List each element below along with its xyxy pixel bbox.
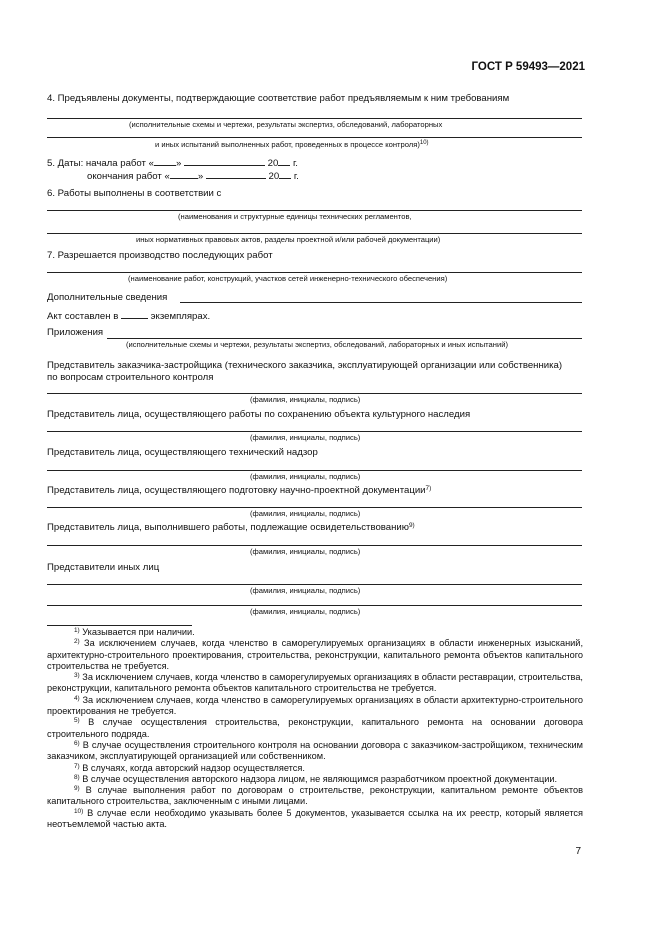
rep-technical-signature-caption: (фамилия, инициалы, подпись) [250, 472, 361, 481]
act-suffix: экземплярах. [150, 311, 211, 322]
start-month-field[interactable] [184, 156, 265, 166]
end-year-field[interactable] [279, 169, 291, 179]
section-4-line-2[interactable] [47, 137, 582, 138]
footnote-10: $^{10)}$ В случае если необходимо указывать более 5 документов, указывается ссылка на их реестр, который является неотъемлемой частью акта. [47, 807, 583, 830]
start-year-prefix: 20 [267, 158, 279, 169]
section-6-line-1[interactable] [47, 210, 582, 211]
section-7-line[interactable] [47, 272, 582, 273]
end-year-prefix: 20 [268, 171, 280, 182]
footnote-ref-7: 7) [425, 485, 432, 492]
section-4-title: 4. Предъявлены документы, подтверждающие соответствие работ предъявляемым к ним требованиям [47, 93, 510, 104]
rep-heritage-signature-caption: (фамилия, инициалы, подпись) [250, 433, 361, 442]
footnote-9: $^{9)}$ В случае выполнения работ по договорам о строительстве, реконструкции, капитальном ремонте объектов капитального строительства, заключенным с иными лицами. [47, 785, 583, 807]
rep-others-signature-line-1[interactable] [47, 584, 582, 585]
appendix-label: Приложения [47, 327, 104, 338]
end-date-row [87, 169, 299, 183]
rep-customer-label: Представитель заказчика-застройщика (технического заказчика, эксплуатирующей организации или собственника) [47, 360, 563, 371]
appendix-caption: (исполнительные схемы и чертежи, результаты экспертиз, обследований, лабораторных и иных испытаний) [126, 340, 508, 349]
rep-technical-label: Представитель лица, осуществляющего технический надзор [47, 447, 318, 458]
rep-performer-label: Представитель лица, выполнившего работы, подлежащие освидетельствованию$^{9)}$ [47, 522, 415, 533]
footnote-4: $^{4)}$ За исключением случаев, когда членство в саморегулируемых организациях в области архитектурно-строительного проектирования не требуется. [47, 694, 583, 717]
rep-others-signature-line-2[interactable] [47, 605, 582, 606]
additional-field[interactable] [180, 302, 582, 303]
section-4-caption-2: и иных испытаний выполненных работ, проведенных в процессе контроля)$^{10)}$ [155, 140, 429, 149]
section-6-caption-2: иных нормативных правовых актов, разделы проектной и/или рабочей документации) [136, 235, 441, 244]
rep-technical-signature-line[interactable] [47, 470, 582, 471]
footnotes [47, 627, 583, 830]
footnote-6: $^{6)}$ В случае осуществления строительного контроля на основании договора с заказчиком-застройщиком, техническим заказчиком, эксплуатирующей организацией или собственником. [47, 739, 583, 762]
rep-research-signature-caption: (фамилия, инициалы, подпись) [250, 509, 361, 518]
section-6-caption-1: (наименования и структурные единицы технических регламентов, [178, 212, 412, 221]
additional-label: Дополнительные сведения [47, 292, 168, 303]
end-year-unit: г. [293, 171, 299, 182]
act-copies-field[interactable] [121, 309, 148, 319]
footnote-1: $^{1)}$ Указывается при наличии. [74, 627, 195, 637]
section-7-title: 7. Разрешается производство последующих работ [47, 250, 273, 261]
rep-others-signature-caption-1: (фамилия, инициалы, подпись) [250, 586, 361, 595]
rep-performer-signature-line[interactable] [47, 545, 582, 546]
start-date-row [47, 156, 298, 170]
footnote-3: $^{3)}$ За исключением случаев, когда членство в саморегулируемых организациях в области реставрации, строительства, реконструкции, капитального ремонта объектов капитального строительства не требуется. [47, 672, 583, 694]
rep-performer-signature-caption: (фамилия, инициалы, подпись) [250, 547, 361, 556]
footnote-2: $^{2)}$ За исключением случаев, когда членство в саморегулируемых организациях в области инженерных изысканий, архитектурно-строительного проектирования, строительства, реконструкции, капитального ремонта объектов капитального строительства не требуется. [47, 638, 583, 671]
start-date-label: 5. Даты: начала работ « [47, 158, 154, 169]
standard-designation: ГОСТ Р 59493—2021 [471, 61, 585, 73]
footnote-7: $^{7)}$ В случаях, когда авторский надзор осуществляется. [74, 762, 305, 773]
footnote-ref-10: 10) [419, 140, 429, 146]
rep-heritage-label: Представитель лица, осуществляющего работы по сохранению объекта культурного наследия [47, 409, 471, 420]
rep-others-signature-caption-2: (фамилия, инициалы, подпись) [250, 607, 361, 616]
start-year-unit: г. [292, 158, 298, 169]
rep-customer-label-2: по вопросам строительного контроля [47, 372, 214, 383]
rep-heritage-signature-line[interactable] [47, 431, 582, 432]
end-quote: » [197, 171, 204, 182]
rep-customer-signature-caption: (фамилия, инициалы, подпись) [250, 395, 361, 404]
footnote-ref-9: 9) [408, 522, 415, 529]
act-copies-row [47, 309, 210, 323]
start-year-field[interactable] [278, 156, 290, 166]
footnote-8: $^{8)}$ В случае осуществления авторского надзора лицом, не являющимся разработчиком проектной документации. [74, 773, 558, 784]
footnote-separator [47, 625, 192, 626]
footnote-5: $^{5)}$ В случае осуществления строительства, реконструкции, капитального ремонта на основании договора строительного подряда. [47, 717, 583, 739]
rep-customer-signature-line[interactable] [47, 393, 582, 394]
end-date-label: окончания работ « [87, 171, 170, 182]
section-6-title: 6. Работы выполнены в соответствии с [47, 188, 222, 199]
appendix-field[interactable] [107, 338, 582, 339]
act-prefix: Акт составлен в [47, 311, 119, 322]
page-number: 7 [575, 846, 581, 857]
rep-research-label: Представитель лица, осуществляющего подготовку научно-проектной документации$^{7)}$ [47, 485, 432, 496]
section-4-caption-1: (исполнительные схемы и чертежи, результаты экспертиз, обследований, лабораторных [129, 120, 443, 129]
end-day-field[interactable] [170, 169, 198, 179]
end-month-field[interactable] [206, 169, 266, 179]
section-7-caption: (наименование работ, конструкций, участков сетей инженерно-технического обеспечения) [128, 274, 448, 283]
start-day-field[interactable] [154, 156, 176, 166]
rep-research-signature-line[interactable] [47, 507, 582, 508]
section-6-line-2[interactable] [47, 233, 582, 234]
start-quote: » [175, 158, 182, 169]
section-4-line-1[interactable] [47, 118, 582, 119]
rep-others-label: Представители иных лиц [47, 562, 160, 573]
